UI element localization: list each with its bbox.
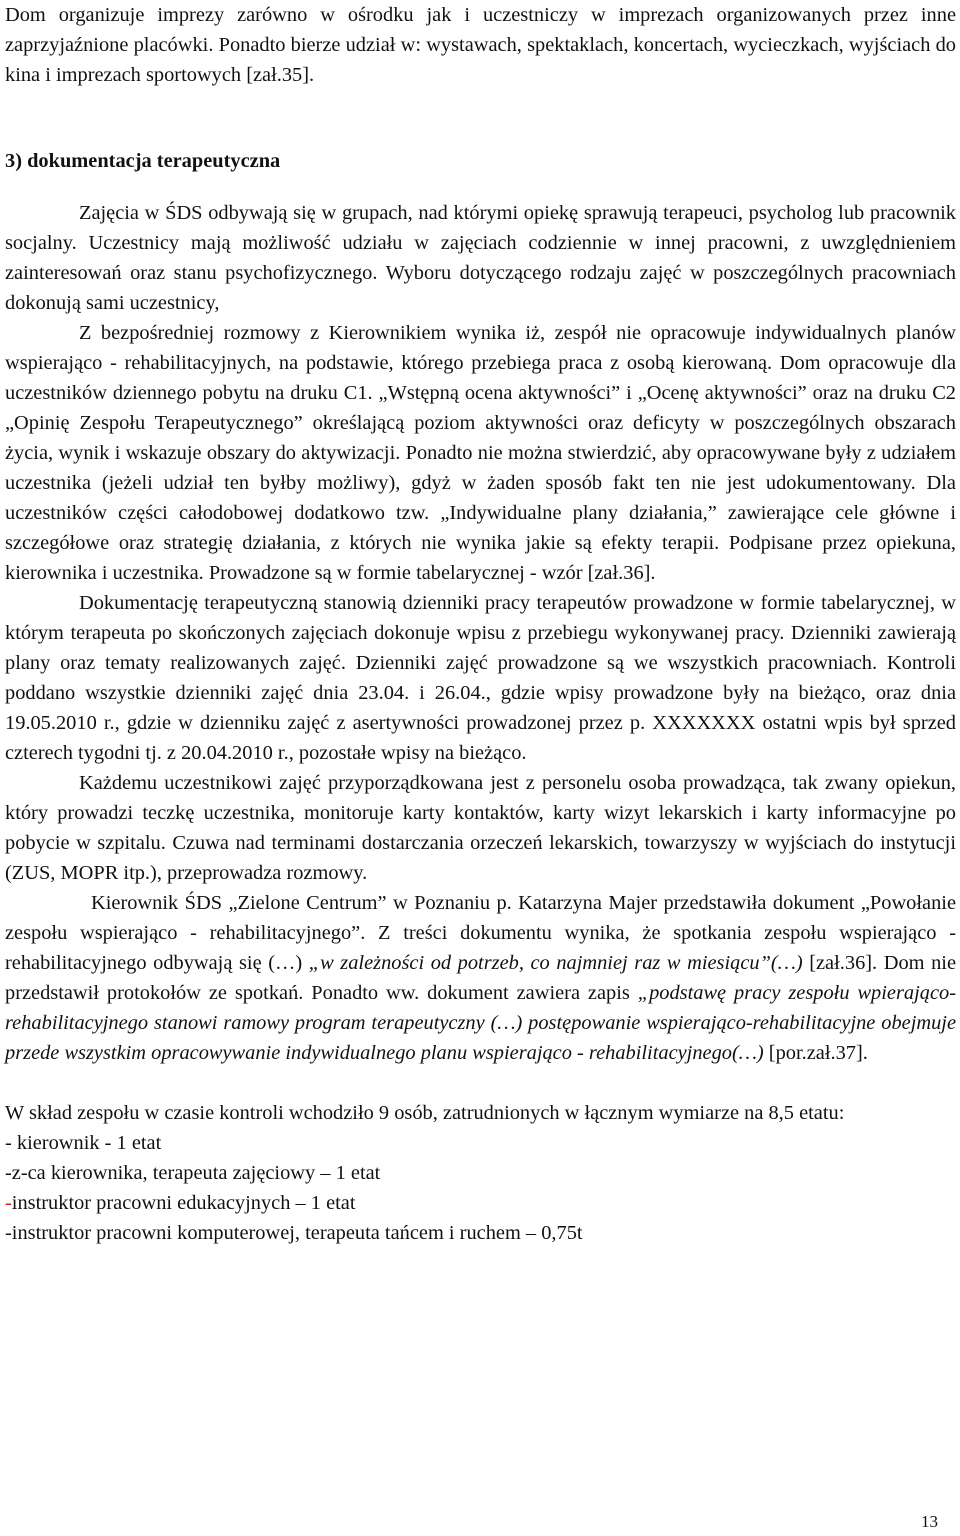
staff-list-item [5,1188,956,1218]
paragraph-sklad: W skład zespołu w czasie kontroli wchodziło 9 osób, zatrudnionych w łącznym wymiarze na 8,5 etatu: [5,1102,845,1124]
kierownik-text-1: Kierownik ŚDS „Zielone Centrum” w Poznaniu p. Katarzyna Majer przedstawiła dokument „Powołanie zespołu wspierająco - rehabilitacyjnego”. Z treści dokumentu wynika, że spotkania zespołu wspierająco - rehabilitacyjnego odbywają się (…) [5,892,956,974]
spacer [5,1068,956,1098]
intro-paragraph: Dom organizuje imprezy zarówno w ośrodku jak i uczestniczy w imprezach organizowanych przez inne zaprzyjaźnione placówki. Ponadto bierze udział w: wystawach, spektaklach, koncertach, wycieczkach, wyjściach do kina i imprezach sportowych [zał.35]. [5,4,956,86]
red-dash-mark: - [5,1192,12,1214]
staff-list-item: -z-ca kierownika, terapeuta zajęciowy – 1 etat [5,1162,381,1184]
kierownik-quote-2: „podstawę pracy zespołu wpierająco-rehabilitacyjnego stanowi ramowy program terapeutyczny (…) postępowanie wspierająco-rehabilitacyjne obejmuje przede wszystkim opracowywanie indywidualnego planu wspierająco - rehabilitacyjnego(…) [5,982,956,1064]
kierownik-text-3: [por.zał.37]. [763,1042,868,1064]
document-page [5,0,956,1248]
paragraph-opiekun: Każdemu uczestnikowi zajęć przyporządkowana jest z personelu osoba prowadząca, tak zwany opiekun, który prowadzi teczkę uczestnika, monitoruje karty kontaktów, karty wizyt lekarskich i karty informacyjne po pobycie w szpitalu. Czuwa nad terminami dostarczania orzeczeń lekarskich, towarzyszy w wyjściach do instytucji (ZUS, MOPR itp.), przeprowadza rozmowy. [5,772,956,884]
kierownik-text-2: [zał.36]. Dom nie przedstawił protokołów ze spotkań. Ponadto ww. dokument zawiera zapis [5,952,957,1004]
staff-list-item: - kierownik - 1 etat [5,1132,162,1154]
paragraph-zajecia: Zajęcia w ŚDS odbywają się w grupach, nad którymi opiekę sprawują terapeuci, psycholog lub pracownik socjalny. Uczestnicy mają możliwość udziału w zajęciach codziennie w innej pracowni, z uwzględnieniem zainteresowań oraz stanu psychofizycznego. Wyboru dotyczącego rodzaju zajęć w poszczególnych pracowniach dokonują sami uczestnicy, [5,202,956,314]
paragraph-dzienniki: Dokumentację terapeutyczną stanowią dzienniki pracy terapeutów prowadzone w formie tabelarycznej, w którym terapeuta po skończonych zajęciach dokonuje wpisu z przebiegu wykonywanej pracy. Dzienniki zawierają plany oraz tematy realizowanych zajęć. Dzienniki zajęć prowadzone są we wszystkich pracowniach. Kontroli poddano wszystkie dzienniki zajęć dnia 23.04. i 26.04., gdzie wpisy prowadzone były na bieżąco, oraz dnia 19.05.2010 r., gdzie w dzienniku zajęć z asertywności prowadzonej przez p. XXXXXXX ostatni wpis był sprzed czterech tygodni tj. z 20.04.2010 r., pozostałe wpisy na bieżąco. [5,592,956,764]
paragraph-rozmowa: Z bezpośredniej rozmowy z Kierownikiem wynika iż, zespół nie opracowuje indywidualnych planów wspierająco - rehabilitacyjnych, na podstawie, którego przebiega praca z osobą kierowaną. Dom opracowuje dla uczestników dziennego pobytu na druku C1. „Wstępną ocena aktywności” i „Ocenę aktywności” oraz na druku C2 „Opinię Zespołu Terapeutycznego” określającą poziom aktywności oraz deficyty w poszczególnych obszarach życia, wynik i wskazuje obszary do aktywizacji. Ponadto nie można stwierdzić, aby opracowywane były z udziałem uczestnika (jeżeli udział ten byłby możliwy), gdyż w żaden sposób fakt ten nie jest udokumentowany. Dla uczestników części całodobowej dodatkowo tzw. „Indywidualne plany działania,” zawierające cele główne i szczegółowe oraz strategię działania, z których nie wynika jakie są efekty terapii. Podpisane przez opiekuna, kierownika i uczestnika. Prowadzone są w formie tabelarycznej - wzór [zał.36]. [5,322,956,584]
section-heading: 3) dokumentacja terapeutyczna [5,150,281,172]
paragraph-kierownik [5,888,956,1068]
staff-list [5,1128,956,1248]
staff-list-item-text: instruktor pracowni edukacyjnych – 1 etat [11,1192,356,1214]
page-number: 13 [921,1512,938,1531]
kierownik-quote-1: „w zależności od potrzeb, co najmniej raz w miesiącu”(…) [308,952,803,974]
staff-list-item: -instruktor pracowni komputerowej, terapeuta tańcem i ruchem – 0,75t [5,1222,583,1244]
